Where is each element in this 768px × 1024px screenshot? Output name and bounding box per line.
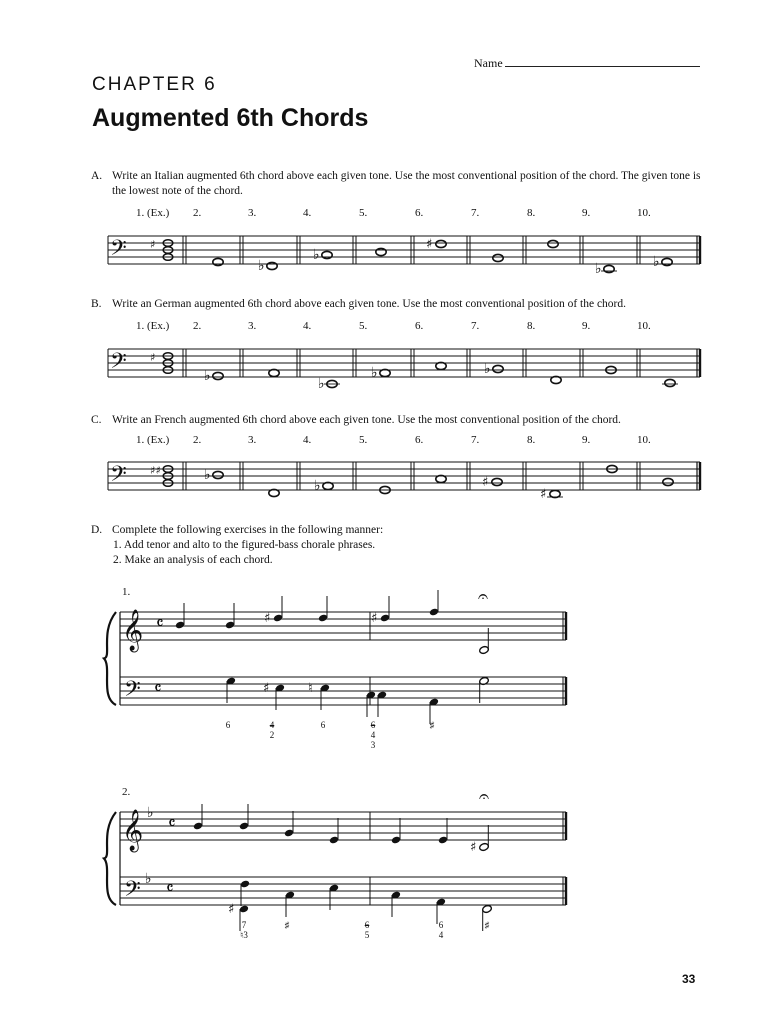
ex-number: 10. [637,207,651,219]
section-d-label: D. [91,524,103,536]
whole-note [213,471,223,478]
ex-number: 1. (Ex.) [136,320,170,332]
ex-number: 8. [527,320,536,332]
half-note [479,842,490,851]
figured-bass: 7 ♮3 [240,920,248,940]
whole-note [604,265,614,272]
common-time-icon: 𝄴 [168,814,176,834]
figured-bass: ♯ [484,920,490,930]
section-c-text: Write an French augmented 6th chord above each given tone. Use the most conventional position of the chord. [112,414,621,426]
ex-number: 2. [193,320,202,332]
fermata-icon: 𝄐 [479,786,490,807]
whole-note [548,240,558,247]
bass-clef-icon: 𝄢 [124,877,141,907]
ex-number: 8. [527,207,536,219]
exercise-1-number: 1. [122,586,131,598]
figured-bass: ♯ [284,920,290,930]
ex-number: 1. (Ex.) [136,434,170,446]
whole-note [492,478,502,485]
common-time-icon: 𝄴 [154,679,162,699]
bass-clef-icon: 𝄢 [110,349,127,379]
common-time-icon: 𝄴 [166,879,174,899]
flat-icon: ♭ [145,871,152,887]
flat-icon: ♭ [371,365,378,381]
flat-icon: ♭ [595,261,602,277]
sharp-icon: ♯ [264,611,271,626]
bass-clef-icon: 𝄢 [110,462,127,492]
half-note [479,645,490,654]
ex-number: 9. [582,207,591,219]
whole-note [665,379,675,386]
section-d-step: 1. Add tenor and alto to the figured-bass chorale phrases. [113,539,376,551]
whole-note [213,258,223,265]
whole-note [436,475,446,482]
figured-bass: 6 [225,720,231,730]
treble-clef-icon: 𝄞 [122,610,144,651]
ex-number: 7. [471,434,480,446]
page-number: 33 [682,972,696,986]
flat-icon: ♭ [653,254,660,270]
sharp-icon: ♯ [426,237,433,252]
sharp-icon: ♯ [482,475,489,490]
ex-number: 10. [637,434,651,446]
sharp-icon: ♯♯ [150,464,161,477]
figured-bass: 6 4 [438,920,444,940]
whole-note [376,248,386,255]
whole-note [269,489,279,496]
section-a-label: A. [91,170,103,182]
ex-number: 5. [359,320,368,332]
figured-bass: ♯ [429,720,435,730]
whole-note [493,254,503,261]
whole-note [436,362,446,369]
bass-clef-icon: 𝄢 [124,677,141,707]
whole-note [213,372,223,379]
ex-number: 2. [193,434,202,446]
whole-note [551,376,561,383]
flat-icon: ♭ [147,805,154,821]
flat-icon: ♭ [318,376,325,392]
section-a-text: Write an Italian augmented 6th chord above each given tone. Use the most conventional position of the chord. The given tone is the lowest note of the chord. [112,170,701,197]
ex-number: 6. [415,320,424,332]
ex-number: 8. [527,434,536,446]
whole-note [436,240,446,247]
ex-number: 5. [359,207,368,219]
ex-number: 10. [637,320,651,332]
sharp-icon: ♯ [540,487,547,502]
ex-number: 9. [582,434,591,446]
flat-icon: ♭ [204,368,211,384]
ex-number: 7. [471,207,480,219]
ex-number: 4. [303,207,312,219]
flat-icon: ♭ [314,478,321,494]
whole-note [493,365,503,372]
ex-number: 5. [359,434,368,446]
flat-icon: ♭ [204,467,211,483]
sharp-icon: ♯ [150,351,156,364]
ex-number: 3. [248,434,257,446]
whole-note [269,369,279,376]
section-d-step: 2. Make an analysis of each chord. [113,554,273,566]
ex-number: 3. [248,320,257,332]
flat-icon: ♭ [313,247,320,263]
ex-number: 7. [471,320,480,332]
half-note [482,904,493,913]
whole-note [662,258,672,265]
brace [104,612,116,705]
whole-note [550,490,560,497]
page-title: Augmented 6th Chords [92,104,369,132]
ex-number: 6. [415,207,424,219]
flat-icon: ♭ [484,361,491,377]
treble-clef-icon: 𝄞 [122,810,144,851]
figured-bass: 6 5 [364,920,370,940]
figured-bass: 4 2 [269,720,275,740]
sharp-icon: ♯ [470,840,477,855]
common-time-icon: 𝄴 [156,614,164,634]
sharp-icon: ♯ [228,902,235,917]
natural-icon: ♮ [308,681,313,696]
sharp-icon: ♯ [150,238,156,251]
name-label: Name [474,56,503,70]
whole-note [663,478,673,485]
section-d-text: Complete the following exercises in the following manner: [112,524,384,536]
fermata-icon: 𝄐 [478,586,489,607]
exercise-2-number: 2. [122,786,131,798]
ex-number: 4. [303,320,312,332]
chapter-heading: CHAPTER 6 [92,74,217,95]
ex-number: 4. [303,434,312,446]
ex-number: 1. (Ex.) [136,207,170,219]
flat-icon: ♭ [258,258,265,274]
figured-bass: 6 [320,720,326,730]
section-b-text: Write an German augmented 6th chord above each given tone. Use the most conventional position of the chord. [112,298,627,310]
sharp-icon: ♯ [371,611,378,626]
whole-note [267,262,277,269]
brace [104,812,116,905]
whole-note [323,482,333,489]
ex-number: 2. [193,207,202,219]
ex-number: 9. [582,320,591,332]
whole-note [322,251,332,258]
section-c-label: C. [91,414,102,426]
ex-number: 3. [248,207,257,219]
section-b-label: B. [91,298,102,310]
ex-number: 6. [415,434,424,446]
figured-bass: 6 4 3 [370,720,376,750]
sharp-icon: ♯ [263,681,270,696]
whole-note [380,369,390,376]
bass-clef-icon: 𝄢 [110,236,127,266]
